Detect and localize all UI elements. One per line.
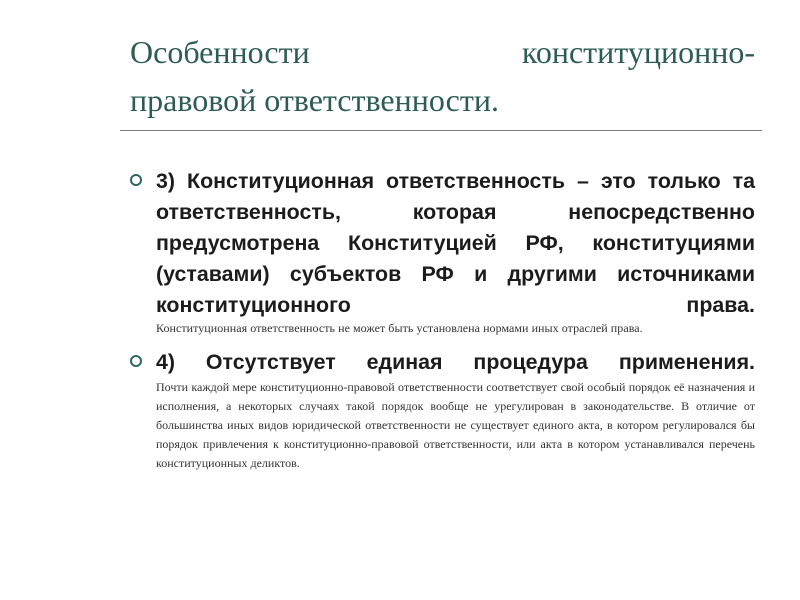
bullet-detail-text: Почти каждой мере конституционно-правовой ответственности соответствует свой особый порядок её назначения и исполнения, а некоторых случаях такой порядок вообще не урегулирован в законодательстве. В отличие от большинства иных видов юридической ответственности не существует единого акта, в котором регулировался бы порядок привлечения к конституционно-правовой ответственности, или акта в котором устанавливался перечень конституционных деликтов. [156, 380, 755, 470]
slide-title [130, 28, 755, 124]
title-word-1: Особенности [130, 34, 310, 70]
title-word-2: конституционно- [521, 34, 755, 70]
title-line-2: правовой ответственности. [130, 82, 499, 118]
circle-bullet-icon [130, 355, 142, 367]
title-divider [120, 130, 762, 131]
bullet-detail-text: Конституционная ответственность не может быть установлена нормами иных отраслей права. [156, 321, 643, 335]
bullet-item-4 [130, 347, 755, 473]
title-line-1 [130, 28, 755, 76]
bullet-item-3 [130, 166, 755, 338]
bullet-main-text: 4) Отсутствует единая процедура применения. [156, 350, 755, 374]
bullet-main-text: 3) Конституционная ответственность – это только та ответственность, которая непосредственно предусмотрена Конституцией РФ, конституциями (уставами) субъектов РФ и другими источниками конституционного права. [156, 169, 755, 317]
bullet-list [130, 166, 755, 473]
circle-bullet-icon [130, 174, 142, 186]
